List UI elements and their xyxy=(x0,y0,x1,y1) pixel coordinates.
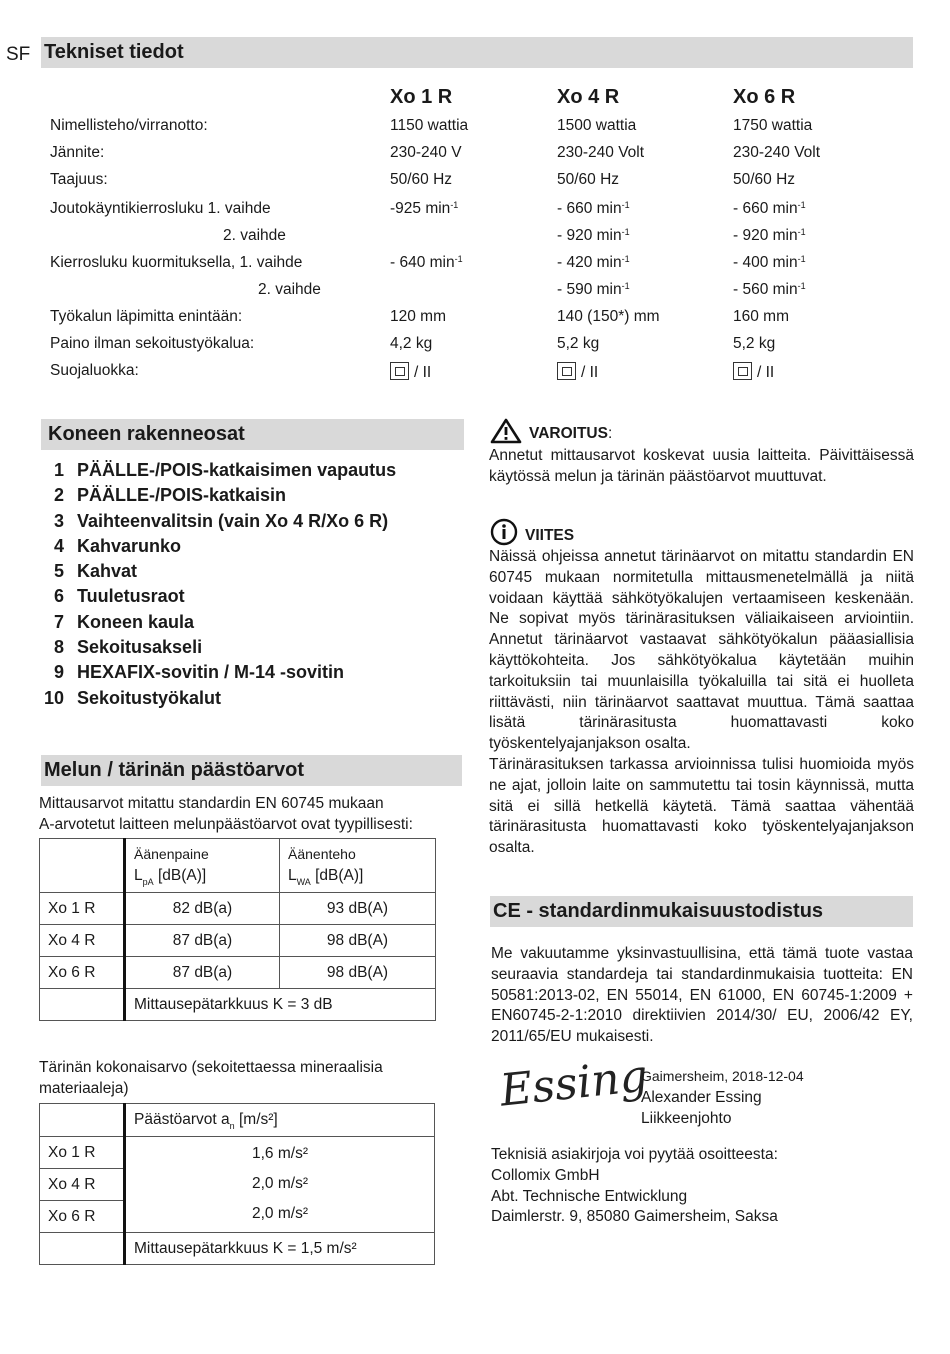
spec-label: Työkalun läpimitta enintään: xyxy=(50,308,243,325)
model-header-2: Xo 4 R xyxy=(557,86,620,108)
spec-value: 50/60 Hz xyxy=(733,171,796,188)
list-item: 1 PÄÄLLE-/POIS-katkaisimen vapautus xyxy=(53,460,397,480)
spec-label: Jännite: xyxy=(50,144,105,161)
list-item: 9 HEXAFIX-sovitin / M-14 -sovitin xyxy=(53,662,345,683)
spec-value: - 420 $\min^{-1}$ xyxy=(557,254,630,271)
list-item: 6 Tuuletusraot xyxy=(53,586,185,607)
spec-value: 120 mm xyxy=(390,308,446,325)
warning-text: Annetut mittausarvot koskevat uusia laitteita. Päivittäisessä käytössä melun ja tärinän päästöarvot muuttuvat. xyxy=(489,447,914,485)
spec-value: - 640 $\min^{-1}$ xyxy=(390,254,463,271)
spec-value: 1750 wattia xyxy=(733,117,813,134)
list-item: 4 Kahvarunko xyxy=(53,535,182,556)
spec-row xyxy=(0,144,950,171)
spec-label: Joutokäyntikierrosluku 1. vaihde xyxy=(50,200,271,217)
table-row: Mittausepätarkkuus K = 3 dB xyxy=(40,989,436,1021)
double-insulation-icon xyxy=(733,362,752,380)
vibration-table: Päästöarvot $a_n$ [m/s²] Xo 1 R 1,6 m/s² 2,0 m/s² 2,0 m/s² Xo 4 R Xo 6 R Mittausepätarkkuus K = 1,5 m/s² xyxy=(39,1103,435,1265)
spec-value: / II xyxy=(733,362,774,382)
spec-value: - 660 $\min^{-1}$ xyxy=(557,200,630,217)
spec-value: - 400 $\min^{-1}$ xyxy=(733,254,806,271)
noise-table: Äänenpaine $L_{pA}$ [dB(A)] Äänenteho $L_{WA}$ [dB(A)] Xo 1 R 82 dB(a) 93 dB(A) Xo 4 R 87 dB(a) 98 dB(A) Xo 6 R 87 dB(a) 98 dB(A) Mittausepätarkkuus K = 3 dB xyxy=(39,838,436,1021)
spec-row xyxy=(0,227,950,254)
list-item: 8 Sekoitusakseli xyxy=(53,637,203,658)
section-header-tech xyxy=(41,37,913,68)
spec-value: - 660 $\min^{-1}$ xyxy=(733,200,806,217)
spec-value: 4,2 kg xyxy=(390,335,433,352)
spec-label: 2. vaihde xyxy=(223,227,286,244)
note-text: Näissä ohjeissa annetut tärinäarvot on mitattu standardin EN 60745 mukaan normitetulla mittausmenetelmällä ja niitä voidaan käyttää sähkötyökalujen vertaamiseen keskenään. Ne sopivat myös tärinärasituksen väliaikaiseen arviointiin. Annetut tärinäarvot vastaavat sähkötyökalun pääasiallisia käyttökohteita. Jos sähkötyökalua käytetään muihin tarkoituksiin tai muunlaisilla työkaluilla tai sitä ei huolleta riittävästi, niin tärinäarvot saattavat muuttua. Tämä saattaa lisätä tärinärasitusta huomattavasti koko työskentelyajanjakson osalta. Tärinärasituksen tarkassa arvioinnissa tulisi huomioida myös ne ajat, jolloin laite on sammutettu tai tosin käynnissä, mutta sitä ei sillä hetkellä käytetä. Tämä saattaa vähentää tärinärasitusta huomattavasti koko työskentelyajanjakson osalta. xyxy=(489,548,914,857)
list-item: 3 Vaihteenvalitsin (vain Xo 4 R/Xo 6 R) xyxy=(53,510,389,531)
spec-row xyxy=(0,254,950,281)
table-row: Xo 4 R xyxy=(40,1169,435,1201)
spec-value: 230-240 V xyxy=(390,144,462,161)
spec-label: Paino ilman sekoitustyökalua: xyxy=(50,335,255,352)
table-row: Xo 6 R 87 dB(a) 98 dB(A) xyxy=(40,957,436,989)
list-item: 10 Sekoitustyökalut xyxy=(43,687,222,708)
note-heading: VIITES xyxy=(490,518,574,546)
spec-value: 230-240 Volt xyxy=(733,144,821,161)
parts-title: Koneen rakenneosat xyxy=(48,423,245,445)
section-header-parts xyxy=(41,419,464,450)
spec-label: Suojaluokka: xyxy=(50,362,139,379)
signatory: Alexander Essing Liikkeenjohto xyxy=(641,1089,762,1127)
table-row: Xo 1 R 82 dB(a) 93 dB(A) xyxy=(40,893,436,925)
double-insulation-icon xyxy=(557,362,576,380)
list-item: 2 PÄÄLLE-/POIS-katkaisin xyxy=(53,485,287,506)
docs-address: Teknisiä asiakirjoja voi pyytää osoitteesta: Collomix GmbH Abt. Technische Entwicklung Daimlerstr. 9, 85080 Gaimersheim, Saksa xyxy=(491,1146,778,1226)
warning-triangle-icon xyxy=(490,418,522,444)
spec-label: 2. vaihde xyxy=(258,281,321,298)
spec-value: -925 $\min^{-1}$ xyxy=(390,200,459,217)
list-item: 7 Koneen kaula xyxy=(53,611,195,632)
spec-value: / II xyxy=(557,362,598,382)
place-date: Gaimersheim, 2018-12-04 xyxy=(641,1068,804,1084)
info-circle-icon xyxy=(490,518,520,546)
spec-value: 5,2 kg xyxy=(733,335,776,352)
spec-value: - 590 $\min^{-1}$ xyxy=(557,281,630,298)
spec-value: 5,2 kg xyxy=(557,335,600,352)
spec-row xyxy=(0,117,950,144)
spec-value: 1500 wattia xyxy=(557,117,637,134)
warning-heading: VAROITUS : xyxy=(490,418,612,444)
ce-title: CE - standardinmukaisuustodistus xyxy=(493,900,824,922)
spec-row xyxy=(0,281,950,308)
noise-intro: Mittausarvot mitattu standardin EN 60745 mukaan A-arvotetut laitteen melunpäästöarvot ovat tyypillisesti: xyxy=(39,795,413,833)
spec-value: - 920 $\min^{-1}$ xyxy=(557,227,630,244)
ce-text: Me vakuutamme yksinvastuullisina, että tämä tuote vastaa seuraavia standardeja tai standardinmukaisia tuotteita: EN 50581:2013-02, EN 55014, EN 61000, EN 60745-1:2009 + EN60745-2-1:2010 direktiivien 2014/30/ EU, 2006/42 EY, 2011/65/EU mukaisesti. xyxy=(491,945,913,1046)
spec-value: 50/60 Hz xyxy=(390,171,453,188)
spec-row xyxy=(0,200,950,227)
table-row: Xo 1 R 1,6 m/s² 2,0 m/s² 2,0 m/s² xyxy=(40,1137,435,1169)
table-row: Xo 4 R 87 dB(a) 98 dB(A) xyxy=(40,925,436,957)
model-header-1: Xo 1 R xyxy=(390,86,453,108)
spec-value: - 920 $\min^{-1}$ xyxy=(733,227,806,244)
table-row: Mittausepätarkkuus K = 1,5 m/s² xyxy=(40,1233,435,1265)
spec-row xyxy=(0,308,950,335)
section-header-noise xyxy=(41,755,462,786)
model-header-3: Xo 6 R xyxy=(733,86,796,108)
spec-value: / II xyxy=(390,362,431,382)
spec-value: 1150 wattia xyxy=(390,117,469,134)
spec-value: 160 mm xyxy=(733,308,789,325)
vibration-intro: Tärinän kokonaisarvo (sekoitettaessa mineraalisia materiaaleja) xyxy=(39,1059,383,1097)
parts-list xyxy=(40,460,460,713)
spec-value: 140 (150*) mm xyxy=(557,308,660,325)
spec-value: - 560 $\min^{-1}$ xyxy=(733,281,806,298)
spec-row xyxy=(0,335,950,362)
spec-label: Nimellisteho/virranotto: xyxy=(50,117,208,134)
signature: Essing xyxy=(497,1050,651,1117)
noise-title: Melun / tärinän päästöarvot xyxy=(44,759,305,781)
list-item: 5 Kahvat xyxy=(53,561,138,582)
spec-value: 50/60 Hz xyxy=(557,171,620,188)
spec-value: 230-240 Volt xyxy=(557,144,645,161)
spec-row xyxy=(0,362,950,389)
tech-title: Tekniset tiedot xyxy=(44,41,184,63)
spec-row xyxy=(0,171,950,198)
language-code: SF xyxy=(6,44,31,65)
table-row: Xo 6 R xyxy=(40,1201,435,1233)
section-header-ce xyxy=(490,896,913,927)
spec-label: Kierrosluku kuormituksella, 1. vaihde xyxy=(50,254,303,271)
spec-label: Taajuus: xyxy=(50,171,108,188)
double-insulation-icon xyxy=(390,362,409,380)
